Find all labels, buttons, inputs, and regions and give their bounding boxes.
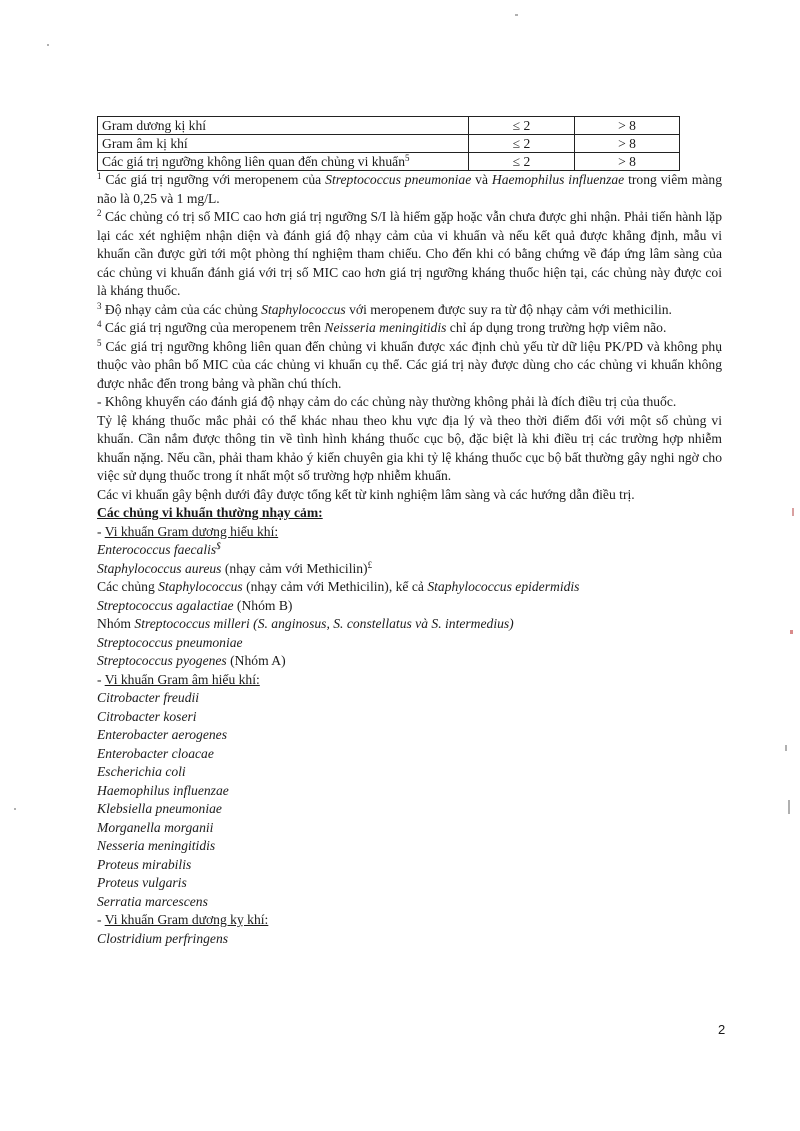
- table-cell-susceptible: ≤ 2: [469, 135, 575, 153]
- scan-speck: [515, 14, 518, 16]
- list-item: Proteus vulgaris: [97, 875, 187, 890]
- footnote-5: $^5$ Các giá trị ngưỡng không liên quan đến chủng vi khuẩn được xác định chủ yếu từ dữ liệu PK/PD và không phụ thuộc vào phân bố MIC của các chủng vi khuẩn cụ thể. Các giá trị này được dùng cho các chủng vi khuẩn không được nhắc đến trong bảng và phần chú thích.: [97, 337, 722, 391]
- list-item: Enterobacter cloacae: [97, 745, 214, 761]
- scan-speck: [785, 745, 787, 751]
- table-row: [98, 135, 680, 153]
- table-cell-resistant: > 8: [575, 153, 680, 171]
- list-item: Enterococcus faecalis$: [97, 541, 221, 557]
- footnote-1: $^1$ Các giá trị ngưỡng với meropenem của Streptococcus pneumoniae và Haemophilus influenzae trong viêm màng não là 0,25 và 1 mg/L.: [97, 171, 722, 206]
- table-cell-organism: Gram dương kị khí: [98, 117, 469, 135]
- section-heading: Các chủng vi khuẩn thường nhạy cảm:: [97, 505, 323, 520]
- table-row: [98, 153, 680, 171]
- list-item: Streptococcus pneumoniae: [97, 634, 243, 650]
- list-item: Citrobacter freudii: [97, 690, 200, 705]
- paragraph-summary: Các vi khuẩn gây bệnh dưới đây được tổng kết từ kinh nghiệm lâm sàng và các hướng dẫn điều trị.: [97, 486, 635, 502]
- list-item: Haemophilus influenzae: [97, 782, 229, 798]
- breakpoint-table: [97, 116, 680, 171]
- scan-speck: [47, 44, 49, 46]
- footnote-4: $^4$ Các giá trị ngưỡng của meropenem trên Neisseria meningitidis chỉ áp dụng trong trường hợp viêm não.: [97, 319, 667, 335]
- table-cell-organism: Gram âm kị khí: [98, 135, 469, 153]
- table-cell-susceptible: ≤ 2: [469, 153, 575, 171]
- list-item: Klebsiella pneumoniae: [97, 801, 222, 816]
- scan-speck: [790, 630, 793, 634]
- subsection-gram-positive-aerobic: - Vi khuẩn Gram dương hiếu khí:: [97, 523, 279, 539]
- list-item: Staphylococcus aureus (nhạy cảm với Methicilin)£: [97, 559, 373, 576]
- list-item: Streptococcus pyogenes (Nhóm A): [97, 653, 286, 668]
- table-cell-organism: Các giá trị ngưỡng không liên quan đến chủng vi khuẩn$^5$: [98, 153, 469, 171]
- subsection-gram-negative-aerobic: - Vi khuẩn Gram âm hiếu khí:: [97, 671, 260, 687]
- list-item: Clostridium perfringens: [97, 930, 229, 946]
- footnote-2: $^2$ Các chủng có trị số MIC cao hơn giá trị ngưỡng S/I là hiếm gặp hoặc vẫn chưa được ghi nhận. Phải tiến hành lặp lại các xét nghiệm nhận diện và đánh giá độ nhạy cảm của vi khuẩn và nếu kết quả được khẳng định, mẫu vi khuẩn cần được gửi tới một phòng thí nghiệm tham chiếu. Cho đến khi có bằng chứng về đáp ứng lâm sàng của các chủng vi khuẩn đánh giá với trị số MIC cao hơn giá trị ngưỡng kháng thuốc hiện tại, các chủng này được coi là kháng thuốc.: [97, 208, 722, 298]
- footnote-dash: - Không khuyến cáo đánh giá độ nhạy cảm do các chủng này thường không phải là đích điều trị của thuốc.: [97, 394, 677, 409]
- list-item: Citrobacter koseri: [97, 708, 197, 724]
- table-row: [98, 117, 680, 135]
- scan-speck: [792, 508, 794, 516]
- list-item: Enterobacter aerogenes: [97, 727, 227, 742]
- list-item: Streptococcus agalactiae (Nhóm B): [97, 597, 293, 613]
- scan-speck: [788, 800, 790, 814]
- table-cell-resistant: > 8: [575, 135, 680, 153]
- list-item: Serratia marcescens: [97, 893, 208, 909]
- list-item: Các chủng Staphylococcus (nhạy cảm với Methicilin), kể cả Staphylococcus epidermidis: [97, 579, 580, 594]
- list-item: Morganella morganii: [97, 819, 214, 835]
- subsection-gram-positive-anaerobic: - Vi khuẩn Gram dương kỵ khí:: [97, 912, 269, 927]
- page-number: 2: [718, 1022, 726, 1037]
- paragraph-resistance: Tỷ lệ kháng thuốc mắc phải có thể khác nhau theo khu vực địa lý và theo thời điểm đối với một số chủng vi khuẩn. Cần nắm được thông tin về tình hình kháng thuốc cục bộ, đặc biệt là khi điều trị các trường hợp nhiễm khuẩn nặng. Nếu cần, phải tham khảo ý kiến chuyên gia khi tỷ lệ kháng thuốc cục bộ bất thường gây nghi ngờ cho việc sử dụng thuốc trong ít nhất một số trường hợp nhiễm khuẩn.: [97, 412, 722, 483]
- list-item: Proteus mirabilis: [97, 856, 192, 872]
- document-body: [97, 171, 722, 948]
- list-item: Nesseria meningitidis: [97, 838, 216, 853]
- scan-speck: [14, 808, 16, 810]
- list-item: Nhóm Streptococcus milleri (S. anginosus, S. constellatus và S. intermedius): [97, 616, 514, 631]
- footnote-3: $^3$ Độ nhạy cảm của các chủng Staphylococcus với meropenem được suy ra từ độ nhạy cảm với methicilin.: [97, 300, 672, 317]
- table-cell-resistant: > 8: [575, 117, 680, 135]
- list-item: Escherichia coli: [97, 764, 186, 779]
- table-cell-susceptible: ≤ 2: [469, 117, 575, 135]
